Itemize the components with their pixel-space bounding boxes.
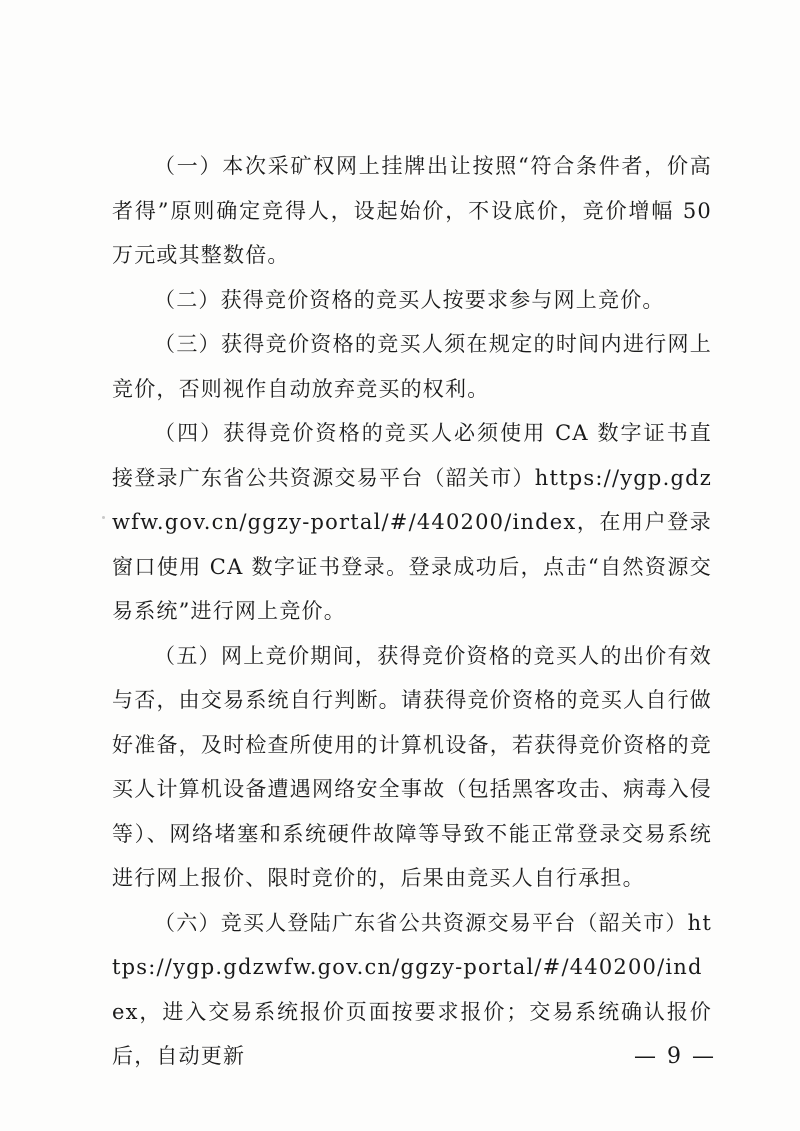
scan-dot-mark <box>102 516 105 519</box>
paragraph-2: （二）获得竞价资格的竞买人按要求参与网上竞价。 <box>154 287 665 312</box>
paragraph-1: （一）本次采矿权网上挂牌出让按照“符合条件者，价高者得”原则确定竞得人，设起始价，不设底价，竞价增幅 50 万元或其整数倍。 <box>112 154 712 267</box>
page-number: — 9 — <box>634 1044 716 1069</box>
paragraph-4: （四）获得竞价资格的竞买人必须使用 CA 数字证书直接登录广东省公共资源交易平台（韶关市）https://ygp.gdzwfw.gov.cn/ggzy-portal/#/440200/index，在用户登录窗口使用 CA 数字证书登录。登录成功后，点击“自然资源交易系统”进行网上竞价。 <box>112 421 712 623</box>
paragraph-5: （五）网上竞价期间，获得竞价资格的竞买人的出价有效与否，由交易系统自行判断。请获得竞价资格的竞买人自行做好准备，及时检查所使用的计算机设备，若获得竞价资格的竞买人计算机设备遭遇网络安全事故（包括黑客攻击、病毒入侵等）、网络堵塞和系统硬件故障等导致不能正常登录交易系统进行网上报价、限时竞价的，后果由竞买人自行承担。 <box>112 643 712 890</box>
paragraph-3: （三）获得竞价资格的竞买人须在规定的时间内进行网上竞价，否则视作自动放弃竞买的权利。 <box>112 332 712 401</box>
paragraph-6: （六）竞买人登陆广东省公共资源交易平台（韶关市）https://ygp.gdzwfw.gov.cn/ggzy-portal/#/440200/index，进入交易系统报价页面按要求报价；交易系统确认报价后，自动更新 <box>112 910 712 1068</box>
document-body <box>112 144 712 1079</box>
